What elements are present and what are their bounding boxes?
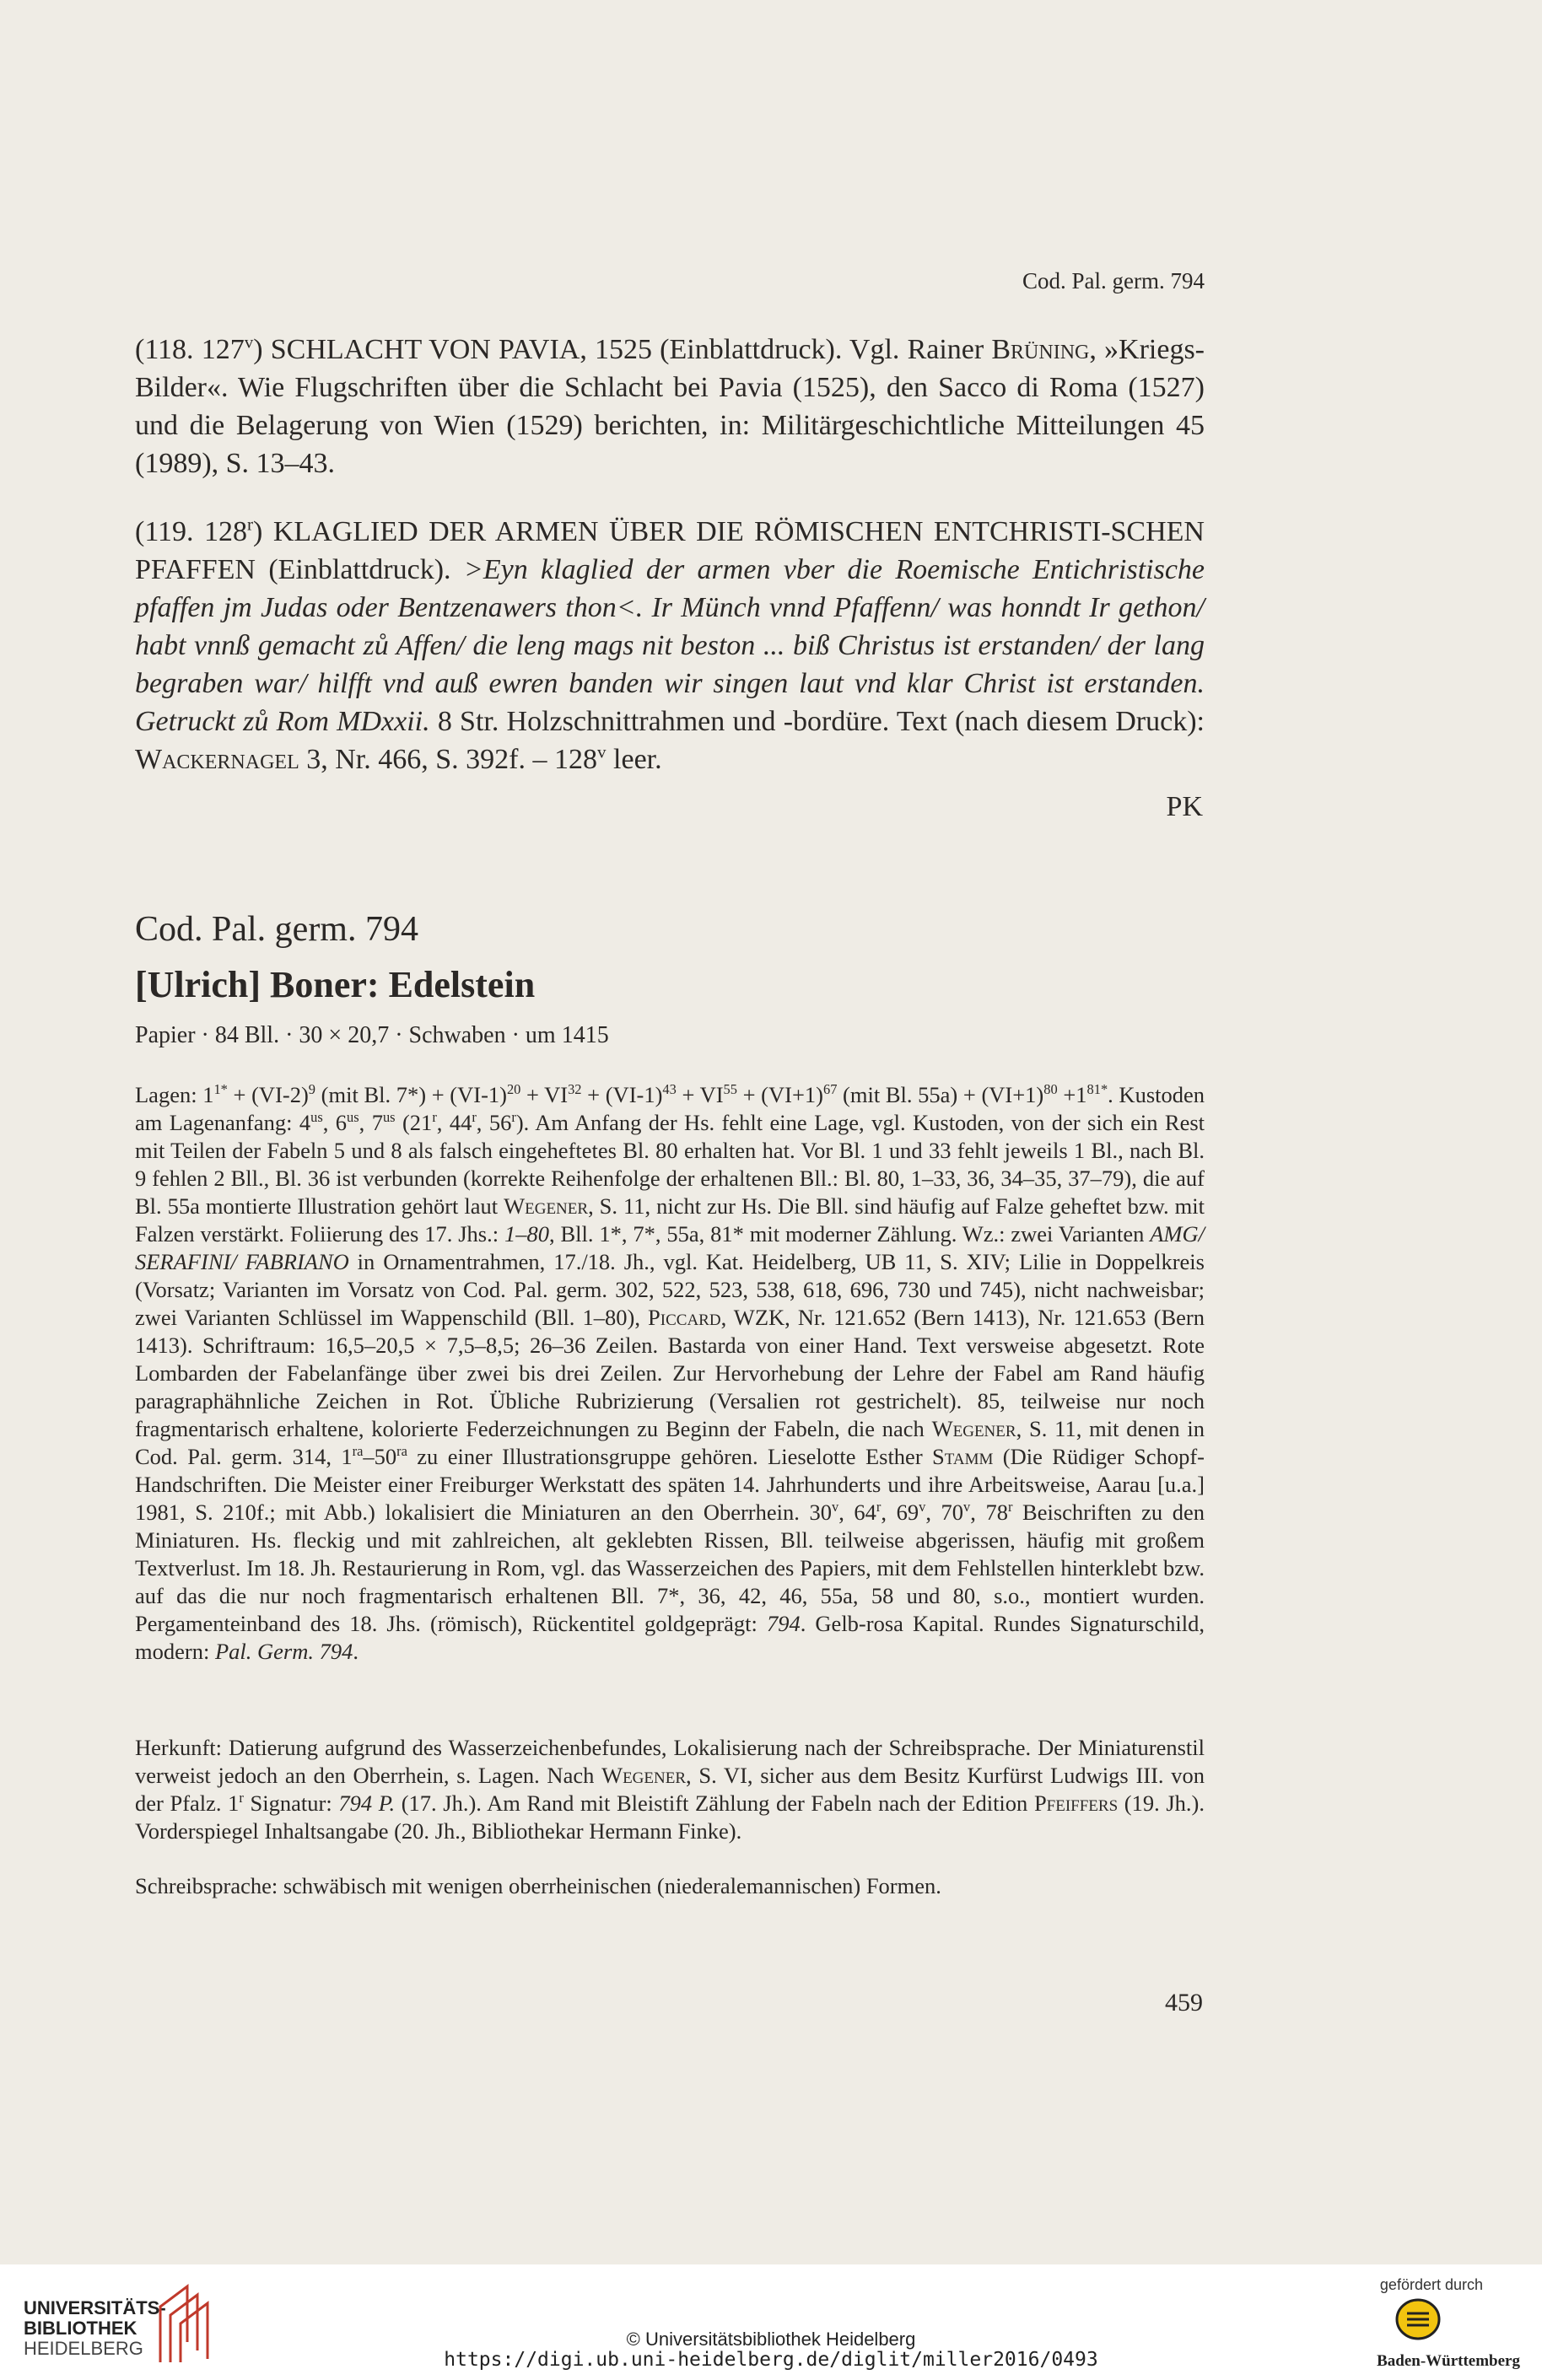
ub-heidelberg-logo[interactable]: UNIVERSITÄTS- BIBLIOTHEK HEIDELBERG bbox=[24, 2297, 166, 2359]
funded-by-label: gefördert durch bbox=[1379, 2276, 1483, 2293]
page-number: 459 bbox=[1165, 1989, 1203, 2017]
funder-name: Baden-Württemberg bbox=[1377, 2352, 1520, 2370]
entry-118: (118. 127$^v$) SCHLACHT VON PAVIA, 1525 (Einblattdruck). Vgl. Rainer Brüning, »Kriegs-Bilder«. Wie Flugschriften über die Schlacht bei Pavia (1525), den Sacco di Roma (1527) und die Belagerung von Wien (1529) berichten, in: Militärgeschichtliche Mitteilungen 45 (1989), S. 13–43. bbox=[135, 331, 1205, 479]
codex-title: Cod. Pal. germ. 794 bbox=[135, 910, 418, 949]
copyright-notice: © Universitätsbibliothek Heidelberg bbox=[626, 2329, 916, 2350]
herkunft-paragraph: Herkunft: Datierung aufgrund des Wasserzeichenbefundes, Lokalisierung nach der Schreibsprache. Der Miniaturenstil verweist jedoch an den Oberrhein, s. Lagen. Nach Wegener, S. VI, sicher aus dem Besitz Kurfürst Ludwigs III. von der Pfalz. 1$^r$ Signatur: 794 P. (17. Jh.). Am Rand mit Bleistift Zählung der Fabeln nach der Edition Pfeiffers (19. Jh.). Vorderspiegel Inhaltsangabe (20. Jh., Bibliothekar Hermann Finke). bbox=[135, 1735, 1205, 1844]
permalink[interactable]: https://digi.ub.uni-heidelberg.de/diglit/miller2016/0493 bbox=[444, 2349, 1098, 2371]
author-name: Wackernagel bbox=[135, 744, 299, 775]
codex-subtitle: Papier · 84 Bll. · 30 × 20,7 · Schwaben · um 1415 bbox=[135, 1022, 609, 1048]
running-head: Cod. Pal. germ. 794 bbox=[1022, 268, 1205, 293]
schreibsprache-paragraph: Schreibsprache: schwäbisch mit wenigen oberrheinischen (niederalemannischen) Formen. bbox=[135, 1873, 941, 1898]
author-signature: PK bbox=[1166, 791, 1203, 822]
lagen-paragraph: Lagen: $1^{1*} + (VI-2)^9$ (mit Bl. $7*) + (VI-1)^{20} + VI^{32} + (VI-1)^{43} + VI^{55} + (VI+1)^{67}$ (mit Bl. $55a) + (VI+1)^{80} +1^{81*}$. Kustoden am Lagenanfang: $4^{us}$, $6^{us}$, $7^{us}$ (21$^r$, 44$^r$, 56$^r$). Am Anfang der Hs. fehlt eine Lage, vgl. Kustoden, von der sich ein Rest mit Teilen der Fabeln 5 und 8 als falsch eingeheftetes Bl. 80 erhalten hat. Vor Bl. 1 und 33 fehlt jeweils 1 Bl., nach Bl. 9 fehlen 2 Bll., Bl. 36 ist verbunden (korrekte Reihenfolge der erhaltenen Bll.: Bl. 80, 1–33, 36, 34–35, 37–79), die auf Bl. 55a montierte Illustration gehört laut Wegener, S. 11, nicht zur Hs. Die Bll. sind häufig auf Falze geheftet bzw. mit Falzen verstärkt. Foliierung des 17. Jhs.: 1–80, Bll. 1*, 7*, 55a, 81* mit moderner Zählung. Wz.: zwei Varianten AMG/ SERAFINI/ FABRIANO in Ornamentrahmen, 17./18. Jh., vgl. Kat. Heidelberg, UB 11, S. XIV; Lilie in Doppelkreis (Vorsatz; Varianten im Vorsatz von Cod. Pal. germ. 302, 522, 523, 538, 618, 696, 730 und 745), nicht nachweisbar; zwei Varianten Schlüssel im Wappenschild (Bll. 1–80), Piccard, WZK, Nr. 121.652 (Bern 1413), Nr. 121.653 (Bern 1413). Schriftraum: 16,5–20,5 × 7,5–8,5; 26–36 Zeilen. Bastarda von einer Hand. Text versweise abgesetzt. Rote Lombarden der Fabelanfänge über zwei bis drei Zeilen. Zur Hervorhebung der Lehre der Fabel am Rand häufig paragraphähnliche Zeichen in Rot. Übliche Rubrizierung (Versalien rot gestrichelt). 85, teilweise nur noch fragmentarisch erhaltene, kolorierte Federzeichnungen zu Beginn der Fabeln, die nach Wegener, S. 11, mit denen in Cod. Pal. germ. 314, $1^{ra}-50^{ra}$ zu einer Illustrationsgruppe gehören. Lieselotte Esther Stamm (Die Rüdiger Schopf-Handschriften. Die Meister einer Freiburger Werkstatt des späten 14. Jahrhunderts und ihre Arbeitsweise, Aarau [u.a.] 1981, S. 210f.; mit Abb.) lokalisiert die Miniaturen an den Oberrhein. 30$^v$, 64$^r$, 69$^v$, 70$^v$, 78$^r$ Beischriften zu den Miniaturen. Hs. fleckig und mit zahlreichen, alt geklebten Rissen, Bll. teilweise abgerissen, häufig mit großem Textverlust. Im 18. Jh. Restaurierung in Rom, vgl. das Wasserzeichen des Papiers, mit dem Fehlstellen hinterklebt bzw. auf das die nur noch fragmentarisch erhaltenen Bll. 7*, 36, 42, 46, 55a, 58 und 80, s.o., montiert wurden. Pergamenteinband des 18. Jhs. (römisch), Rückentitel goldgeprägt: 794. Gelb-rosa Kapital. Rundes Signaturschild, modern: Pal. Germ. 794. bbox=[135, 1081, 1205, 1664]
work-title: [Ulrich] Boner: Edelstein bbox=[135, 964, 536, 1005]
entry-119: (119. 128$^r$) KLAGLIED DER ARMEN ÜBER DIE RÖMISCHEN ENTCHRISTI-SCHEN PFAFFEN (Einblattdruck). >Eyn klaglied der armen vber die Roemische Entichristische pfaffen jm Judas oder Bentzenawers thon<. Ir Münch vnnd Pfaffenn/ was honndt Ir gethon/ habt vnnß gemacht zů Affen/ die leng mags nit beston ... biß Christus ist erstanden/ der lang begraben war/ hilfft vnd auß ewren banden wir singen laut vnd klar Christ ist erstanden. Getruckt zů Rom MDxxii. 8 Str. Holzschnittrahmen und -bordüre. Text (nach diesem Druck): Wackernagel 3, Nr. 466, S. 392f. – 128$^v$ leer. bbox=[135, 514, 1205, 775]
print-quote: >Eyn klaglied der armen vber die Roemische Entichristische pfaffen jm Judas oder Bentzenawers thon<. Ir Münch vnnd Pfaffenn/ was honndt Ir gethon/ habt vnnß gemacht zů Affen/ die leng mags nit beston ... biß Christus ist erstanden/ der lang begraben war/ hilfft vnd auß ewren banden wir singen laut vnd klar Christ ist erstanden. Getruckt zů Rom MDxxii. bbox=[135, 554, 1205, 737]
baden-wuerttemberg-seal-icon bbox=[1395, 2297, 1441, 2342]
footer-bar bbox=[0, 2264, 1542, 2380]
author-name: Brüning bbox=[991, 334, 1090, 365]
